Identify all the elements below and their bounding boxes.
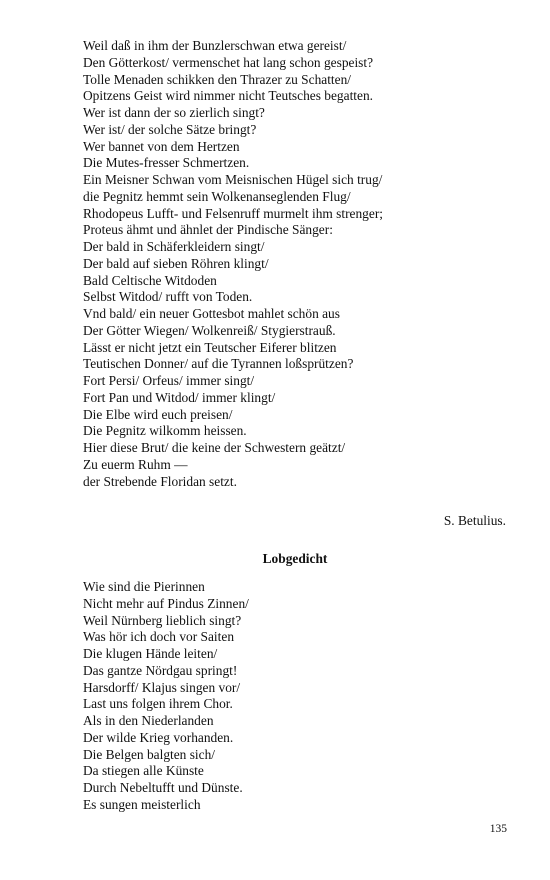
poem-line: Tolle Menaden schikken den Thrazer zu Schatten/ <box>83 71 352 87</box>
poem-line: Es sungen meisterlich <box>83 796 201 812</box>
poem-line: Da stiegen alle Künste <box>83 763 204 779</box>
poem-line: Weil Nürnberg lieblich singt? <box>83 612 242 628</box>
poem-line: der Strebende Floridan setzt. <box>83 473 237 489</box>
author-signature: S. Betulius. <box>443 513 506 528</box>
poem-second <box>83 579 513 814</box>
poem-line: Weil daß in ihm der Bunzlerschwan etwa gereist/ <box>83 38 347 53</box>
poem-line: Last uns folgen ihrem Chor. <box>83 696 233 712</box>
poem-line: Wer ist/ der solche Sätze bringt? <box>83 121 257 137</box>
poem-line: Die Belgen balgten sich/ <box>83 746 216 762</box>
poem-line: Rhodopeus Lufft- und Felsenruff murmelt ihm strenger; <box>83 205 384 221</box>
poem-line: Bald Celtische Witdoden <box>83 272 217 288</box>
page-number: 135 <box>489 823 507 835</box>
poem-line: die Pegnitz hemmt sein Wolkenanseglenden Flug/ <box>83 188 351 204</box>
poem-line: Ein Meisner Schwan vom Meisnischen Hügel sich trug/ <box>83 172 383 187</box>
poem-line: Die Mutes-fresser Schmertzen. <box>83 155 250 171</box>
poem-line: Der Götter Wiegen/ Wolkenreiß/ Stygierstrauß. <box>83 322 336 338</box>
poem-line: Den Götterkost/ vermenschet hat lang schon gespeist? <box>83 54 374 70</box>
poem-line: Fort Pan und Witdod/ immer klingt/ <box>83 389 276 405</box>
poem-line: Der wilde Krieg vorhanden. <box>83 729 234 745</box>
poem-line: Vnd bald/ ein neuer Gottesbot mahlet schön aus <box>83 306 340 321</box>
poem-line: Fort Persi/ Orfeus/ immer singt/ <box>83 373 255 388</box>
poem-line: Hier diese Brut/ die keine der Schwestern geätzt/ <box>83 440 346 455</box>
poem-line: Wie sind die Pierinnen <box>83 579 205 594</box>
poem-line: Wer ist dann der so zierlich singt? <box>83 105 265 120</box>
poem-line: Der bald in Schäferkleidern singt/ <box>83 239 265 254</box>
poem-line: Lässt er nicht jetzt ein Teutscher Eiferer blitzen <box>83 339 337 355</box>
poem-line: Der bald auf sieben Röhren klingt/ <box>83 255 269 271</box>
poem-line: Was hör ich doch vor Saiten <box>83 629 235 645</box>
poem-line: Das gantze Nördgau springt! <box>83 662 238 678</box>
poem-line: Teutischen Donner/ auf die Tyrannen loßsprützen? <box>83 356 354 372</box>
poem-line: Opitzens Geist wird nimmer nicht Teutsches begatten. <box>83 88 373 104</box>
poem-line: Die Elbe wird euch preisen/ <box>83 406 233 422</box>
poem-line: Nicht mehr auf Pindus Zinnen/ <box>83 595 249 611</box>
poem-line: Als in den Niederlanden <box>83 713 214 728</box>
poem-line: Zu euerm Ruhm — <box>83 456 188 472</box>
poem-first <box>83 38 513 490</box>
poem-line: Selbst Witdod/ rufft von Toden. <box>83 289 253 305</box>
poem-title: Lobgedicht <box>262 551 328 566</box>
poem-line: Proteus ähmt und ähnlet der Pindische Sänger: <box>83 222 333 238</box>
poem-line: Wer bannet von dem Hertzen <box>83 138 240 154</box>
poem-line: Durch Nebeltufft und Dünste. <box>83 780 243 795</box>
poem-line: Harsdorff/ Klajus singen vor/ <box>83 679 241 695</box>
poem-line: Die Pegnitz wilkomm heissen. <box>83 423 247 439</box>
poem-line: Die klugen Hände leiten/ <box>83 646 218 661</box>
